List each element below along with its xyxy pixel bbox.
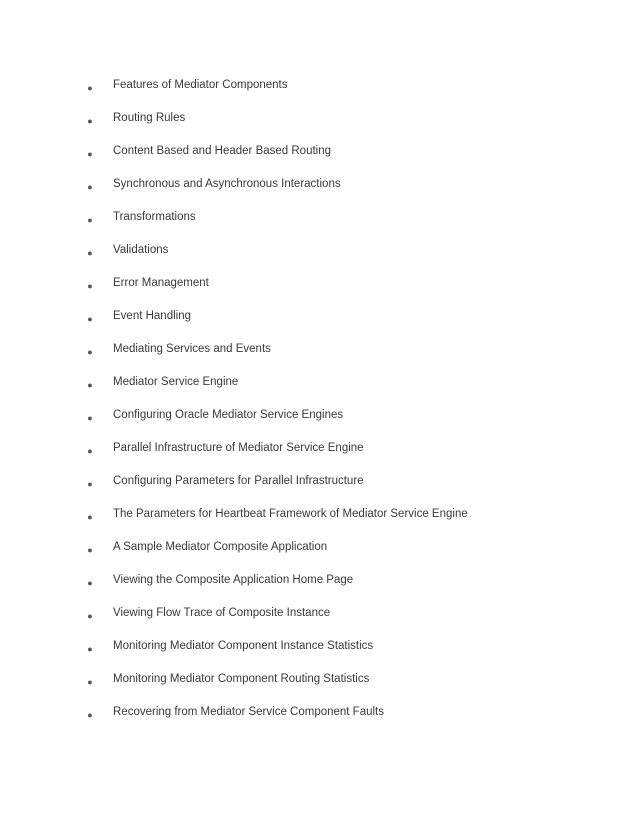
list-item (0, 471, 638, 504)
list-item-text: Validations (113, 244, 169, 256)
list-item-text: Viewing the Composite Application Home Page (113, 574, 354, 586)
bullet-icon: ● (87, 83, 93, 93)
bullet-icon: ● (87, 347, 93, 357)
bullet-icon: ● (87, 677, 93, 687)
list-item (0, 174, 638, 207)
bullet-icon: ● (87, 248, 93, 258)
bullet-icon: ● (87, 710, 93, 720)
bullet-icon: ● (87, 545, 93, 555)
list-item-text: A Sample Mediator Composite Application (113, 541, 328, 553)
topic-bullet-list (0, 75, 638, 735)
list-item (0, 306, 638, 339)
list-item-text: Error Management (113, 277, 209, 289)
list-item (0, 405, 638, 438)
list-item-text: Configuring Oracle Mediator Service Engines (113, 409, 344, 421)
bullet-icon: ● (87, 116, 93, 126)
list-item-text: Transformations (113, 211, 196, 223)
bullet-icon: ● (87, 149, 93, 159)
list-item-text: Viewing Flow Trace of Composite Instance (113, 607, 331, 619)
bullet-icon: ● (87, 215, 93, 225)
list-item-text: Event Handling (113, 310, 191, 322)
list-item (0, 207, 638, 240)
list-item-text: Synchronous and Asynchronous Interactions (113, 178, 341, 190)
list-item (0, 603, 638, 636)
list-item-text: Features of Mediator Components (113, 79, 288, 91)
list-item-text: The Parameters for Heartbeat Framework of Mediator Service Engine (113, 508, 468, 520)
list-item (0, 702, 638, 735)
bullet-icon: ● (87, 413, 93, 423)
list-item-text: Routing Rules (113, 112, 186, 124)
list-item (0, 570, 638, 603)
list-item-text: Mediating Services and Events (113, 343, 271, 355)
list-item-text: Configuring Parameters for Parallel Infrastructure (113, 475, 364, 487)
list-item (0, 504, 638, 537)
list-item-text: Parallel Infrastructure of Mediator Service Engine (113, 442, 364, 454)
bullet-icon: ● (87, 578, 93, 588)
list-item (0, 240, 638, 273)
list-item (0, 75, 638, 108)
bullet-icon: ● (87, 611, 93, 621)
list-item (0, 141, 638, 174)
bullet-icon: ● (87, 281, 93, 291)
list-item (0, 339, 638, 372)
list-item-text: Monitoring Mediator Component Routing Statistics (113, 673, 370, 685)
list-item-text: Monitoring Mediator Component Instance Statistics (113, 640, 374, 652)
bullet-icon: ● (87, 644, 93, 654)
bullet-icon: ● (87, 182, 93, 192)
list-item (0, 537, 638, 570)
bullet-icon: ● (87, 314, 93, 324)
list-item-text: Content Based and Header Based Routing (113, 145, 332, 157)
bullet-icon: ● (87, 446, 93, 456)
bullet-icon: ● (87, 512, 93, 522)
list-item (0, 108, 638, 141)
list-item (0, 372, 638, 405)
list-item (0, 438, 638, 471)
list-item-text: Recovering from Mediator Service Component Faults (113, 706, 385, 718)
bullet-icon: ● (87, 380, 93, 390)
bullet-icon: ● (87, 479, 93, 489)
list-item-text: Mediator Service Engine (113, 376, 239, 388)
list-item (0, 636, 638, 669)
list-item (0, 273, 638, 306)
list-item (0, 669, 638, 702)
